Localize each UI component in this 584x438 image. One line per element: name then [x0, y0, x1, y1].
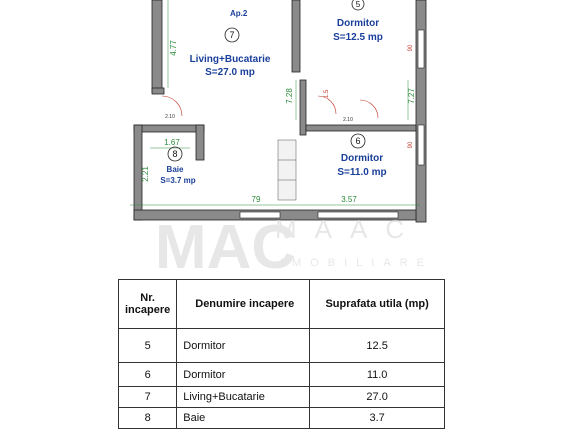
cell-area: 11.0 [310, 363, 445, 387]
apartment-label: Ap.2 [230, 9, 248, 18]
wall-bath-right [196, 125, 204, 160]
dim-727: 7.27 [407, 88, 416, 104]
wall-middle-lower [300, 80, 306, 135]
table-row [119, 329, 445, 363]
dim-477: 4.77 [169, 40, 178, 56]
room-area-bedroom5: S=12.5 mp [333, 32, 383, 43]
table-row [119, 408, 445, 429]
wall-bath-top [134, 125, 204, 132]
cell-area: 3.7 [310, 408, 445, 429]
header-area: Suprafata utila (mp) [310, 280, 445, 329]
room-name-bedroom6: Dormitor [340, 153, 384, 164]
cell-nr: 7 [119, 387, 177, 408]
dim-728: 7.28 [285, 88, 294, 104]
dim-221: 2.21 [141, 166, 150, 182]
header-name: Denumire incapere [177, 280, 310, 329]
cell-area: 12.5 [310, 329, 445, 363]
dim-357: 3.57 [341, 195, 357, 204]
room-num-8: 8 [172, 149, 178, 159]
wall-left-stub [152, 88, 164, 94]
watermark-logo: MAC [155, 213, 297, 275]
header-nr: Nr. incapere [119, 280, 177, 329]
wall-between-bedrooms [306, 125, 416, 131]
watermark-sub: IMOBILIARE [280, 257, 433, 269]
table-row [119, 363, 445, 387]
dim-90-bottom: 90 [408, 141, 414, 149]
cell-name: Living+Bucatarie [177, 387, 310, 408]
rooms-table [118, 279, 445, 429]
room-area-living: S=27.0 mp [205, 67, 255, 78]
cell-nr: 5 [119, 329, 177, 363]
cell-nr: 6 [119, 363, 177, 387]
door-swings [162, 96, 378, 118]
cell-name: Dormitor [177, 329, 310, 363]
dim-15: 1.5 [324, 89, 330, 99]
watermark [155, 213, 433, 275]
dim-90-top: 90 [408, 44, 414, 52]
cell-area: 27.0 [310, 387, 445, 408]
table-header-row [119, 280, 445, 329]
wall-middle-upper [292, 0, 300, 72]
table-row [119, 387, 445, 408]
window-bedroom6 [418, 125, 424, 165]
door-arc-left [162, 96, 182, 116]
dim-210-middle: 2.10 [343, 117, 353, 123]
kitchen-counter [278, 140, 296, 200]
room-area-bath: S=3.7 mp [160, 176, 196, 185]
counter [278, 140, 296, 200]
wall-left-upper [152, 0, 162, 92]
room-num-7: 7 [229, 30, 235, 40]
cell-name: Dormitor [177, 363, 310, 387]
room-area-bedroom6: S=11.0 mp [337, 167, 387, 178]
watermark-brand: MAAC [275, 214, 423, 244]
dim-167: 1.67 [164, 138, 180, 147]
room-name-living: Living+Bucatarie [189, 54, 271, 65]
cell-name: Baie [177, 408, 310, 429]
door-arc-right [360, 100, 378, 118]
room-name-bedroom5: Dormitor [336, 18, 380, 29]
dim-210-left: 2.10 [165, 114, 175, 120]
room-name-bath: Baie [166, 165, 184, 174]
cell-nr: 8 [119, 408, 177, 429]
dim-79: 79 [251, 195, 261, 204]
room-num-6: 6 [355, 136, 361, 146]
window-bedroom5 [418, 30, 424, 68]
room-num-5: 5 [355, 0, 361, 9]
